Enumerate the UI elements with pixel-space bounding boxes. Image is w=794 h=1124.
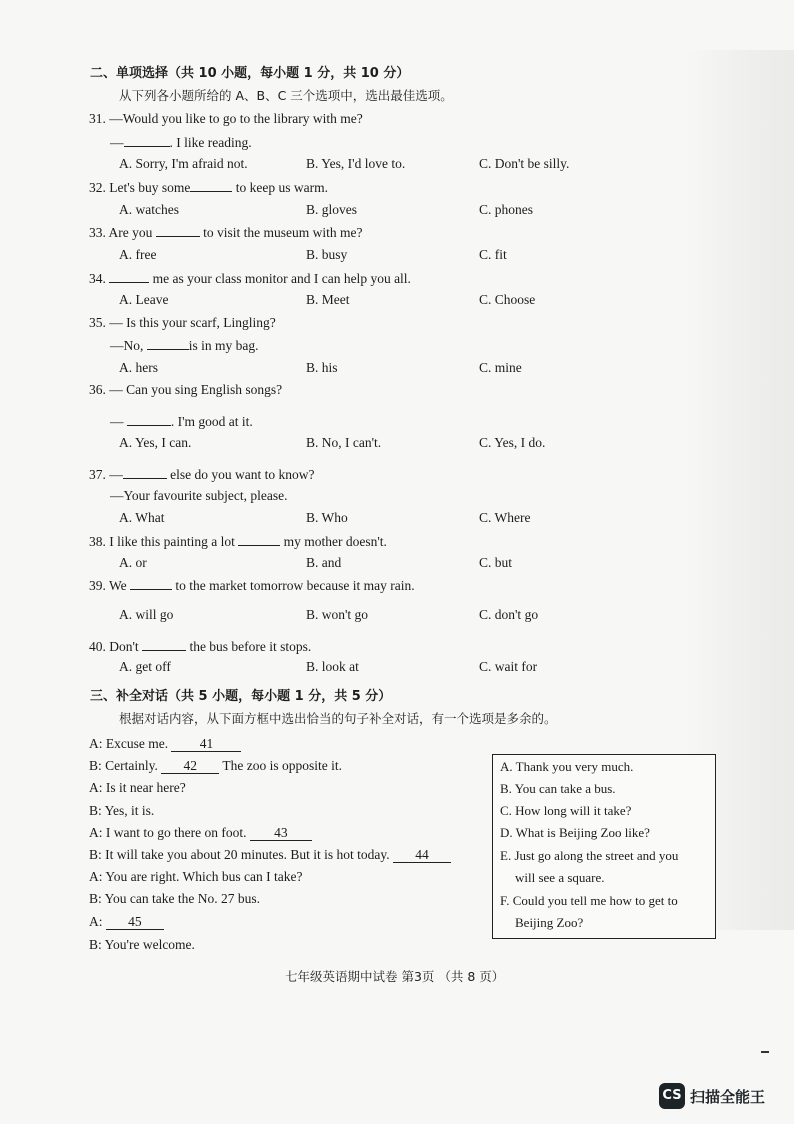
q34-option-c: C. Choose <box>479 292 536 307</box>
q31-stem: 31. —Would you like to go to the library with me? <box>89 111 363 126</box>
q31-option-c: C. Don't be silly. <box>479 156 570 171</box>
q32-option-b: B. gloves <box>306 202 358 217</box>
q39-text-2: to the market tomorrow because it may rain. <box>172 578 415 593</box>
q33-option-c: C. fit <box>479 247 507 262</box>
blank-44: 44 <box>393 848 451 863</box>
option-b: B. You can take a bus. <box>500 781 616 796</box>
q39-option-a: A. will go <box>119 607 174 622</box>
q31-option-a: A. Sorry, I'm afraid not. <box>119 156 248 171</box>
q32-blank <box>190 179 232 192</box>
page-footer: 七年级英语期中试卷 第3页 （共 8 页） <box>285 969 505 984</box>
q33-text-1: 33. Are you <box>89 225 156 240</box>
option-f-line-1: F. Could you tell me how to get to <box>500 893 678 908</box>
q38-blank <box>238 533 280 546</box>
q40-option-a: A. get off <box>119 659 171 674</box>
q37-text-2: else do you want to know? <box>166 467 315 482</box>
dialogue-text-9: A: <box>89 914 106 929</box>
q39-text-1: 39. We <box>89 578 131 593</box>
q39-blank <box>130 577 172 590</box>
dialogue-line-10: B: You're welcome. <box>89 937 195 952</box>
q40-text-1: 40. Don't <box>89 639 143 654</box>
q31-response <box>110 134 252 151</box>
q36-text-2: . I'm good at it. <box>170 414 253 429</box>
q31-dash: — <box>110 135 124 150</box>
section3-instruction: 根据对话内容，从下面方框中选出恰当的句子补全对话，有一个选项是多余的。 <box>119 711 557 726</box>
dialogue-text-5: A: I want to go there on foot. <box>89 825 250 840</box>
q32-option-a: A. watches <box>119 202 179 217</box>
q38-option-c: C. but <box>479 555 513 570</box>
camscanner-brand: 扫描全能王 <box>690 1088 766 1106</box>
q36-text-1: — <box>110 414 127 429</box>
q34-blank <box>109 270 149 283</box>
option-c: C. How long will it take? <box>500 803 632 818</box>
q33-option-b: B. busy <box>306 247 348 262</box>
dialogue-line-5 <box>89 825 312 841</box>
q36-option-a: A. Yes, I can. <box>119 435 192 450</box>
q31-option-b: B. Yes, I'd love to. <box>306 156 406 171</box>
q35-text-1: —No, <box>110 338 147 353</box>
blank-43: 43 <box>250 826 312 841</box>
dialogue-line-9 <box>89 914 164 930</box>
q39-stem <box>89 577 415 594</box>
q40-blank <box>142 638 186 651</box>
dialogue-line-6 <box>89 847 451 863</box>
q40-stem <box>89 638 311 655</box>
q38-stem <box>89 533 387 550</box>
dialogue-text-1: A: Excuse me. <box>89 736 172 751</box>
blank-45: 45 <box>106 915 164 930</box>
q33-stem <box>89 224 362 241</box>
q32-text-2: to keep us warm. <box>232 180 329 195</box>
q34-option-a: A. Leave <box>119 292 169 307</box>
option-a: A. Thank you very much. <box>500 759 634 774</box>
dialogue-text-6: B: It will take you about 20 minutes. But it is hot today. <box>89 847 393 862</box>
q35-option-c: C. mine <box>479 360 522 375</box>
blank-41: 41 <box>171 737 241 752</box>
option-e-line-2: will see a square. <box>515 870 605 885</box>
q34-option-b: B. Meet <box>306 292 350 307</box>
q37-text-1: 37. — <box>89 467 123 482</box>
q37-option-a: A. What <box>119 510 165 525</box>
q38-text-1: 38. I like this painting a lot <box>89 534 239 549</box>
q33-text-2: to visit the museum with me? <box>199 225 363 240</box>
dialogue-line-2 <box>89 758 342 774</box>
dialogue-line-4: B: Yes, it is. <box>89 803 155 818</box>
q33-option-a: A. free <box>119 247 157 262</box>
section2-instruction: 从下列各小题所给的 A、B、C 三个选项中，选出最佳选项。 <box>119 88 453 103</box>
q31-blank <box>124 134 170 147</box>
q35-text-2: is in my bag. <box>188 338 259 353</box>
q33-blank <box>156 224 200 237</box>
q38-text-2: my mother doesn't. <box>280 534 387 549</box>
q32-stem <box>89 179 328 196</box>
q35-blank <box>147 337 189 350</box>
q37-option-c: C. Where <box>479 510 531 525</box>
q34-text-1: 34. <box>89 271 110 286</box>
q36-option-c: C. Yes, I do. <box>479 435 546 450</box>
dialogue-line-7: A: You are right. Which bus can I take? <box>89 869 303 884</box>
dialogue-text-2b: The zoo is opposite it. <box>219 758 342 773</box>
q32-text-1: 32. Let's buy some <box>89 180 191 195</box>
q40-option-b: B. look at <box>306 659 359 674</box>
q39-option-c: C. don't go <box>479 607 539 622</box>
q34-text-2: me as your class monitor and I can help you all. <box>149 271 411 286</box>
dialogue-text-2a: B: Certainly. <box>89 758 162 773</box>
q38-option-b: B. and <box>306 555 342 570</box>
q35-stem: 35. — Is this your scarf, Lingling? <box>89 315 276 330</box>
q40-text-2: the bus before it stops. <box>186 639 312 654</box>
q31-text: . I like reading. <box>169 135 252 150</box>
q36-option-b: B. No, I can't. <box>306 435 382 450</box>
q37-stem <box>89 466 314 483</box>
q37-option-b: B. Who <box>306 510 348 525</box>
camscanner-logo-icon: CS <box>659 1083 685 1109</box>
q35-option-a: A. hers <box>119 360 158 375</box>
section2-title: 二、单项选择（共 10 小题，每小题 1 分，共 10 分） <box>90 66 410 81</box>
q37-blank <box>123 466 167 479</box>
q34-stem <box>89 270 411 287</box>
q35-option-b: B. his <box>306 360 338 375</box>
option-e-line-1: E. Just go along the street and you <box>500 848 679 863</box>
dialogue-line-8: B: You can take the No. 27 bus. <box>89 891 260 906</box>
q32-option-c: C. phones <box>479 202 533 217</box>
q38-option-a: A. or <box>119 555 147 570</box>
q35-response <box>110 337 259 354</box>
dialogue-line-1 <box>89 736 241 752</box>
q37-response: —Your favourite subject, please. <box>110 488 288 503</box>
q36-blank <box>127 413 171 426</box>
q36-stem: 36. — Can you sing English songs? <box>89 382 283 397</box>
option-d: D. What is Beijing Zoo like? <box>500 825 650 840</box>
q36-response <box>110 413 253 430</box>
q40-option-c: C. wait for <box>479 659 538 674</box>
option-f-line-2: Beijing Zoo? <box>515 915 584 930</box>
options-box <box>492 754 716 939</box>
dialogue-line-3: A: Is it near here? <box>89 780 186 795</box>
section3-title: 三、补全对话（共 5 小题，每小题 1 分，共 5 分） <box>90 689 392 704</box>
page-mark <box>761 1051 769 1053</box>
q39-option-b: B. won't go <box>306 607 369 622</box>
blank-42: 42 <box>161 759 219 774</box>
